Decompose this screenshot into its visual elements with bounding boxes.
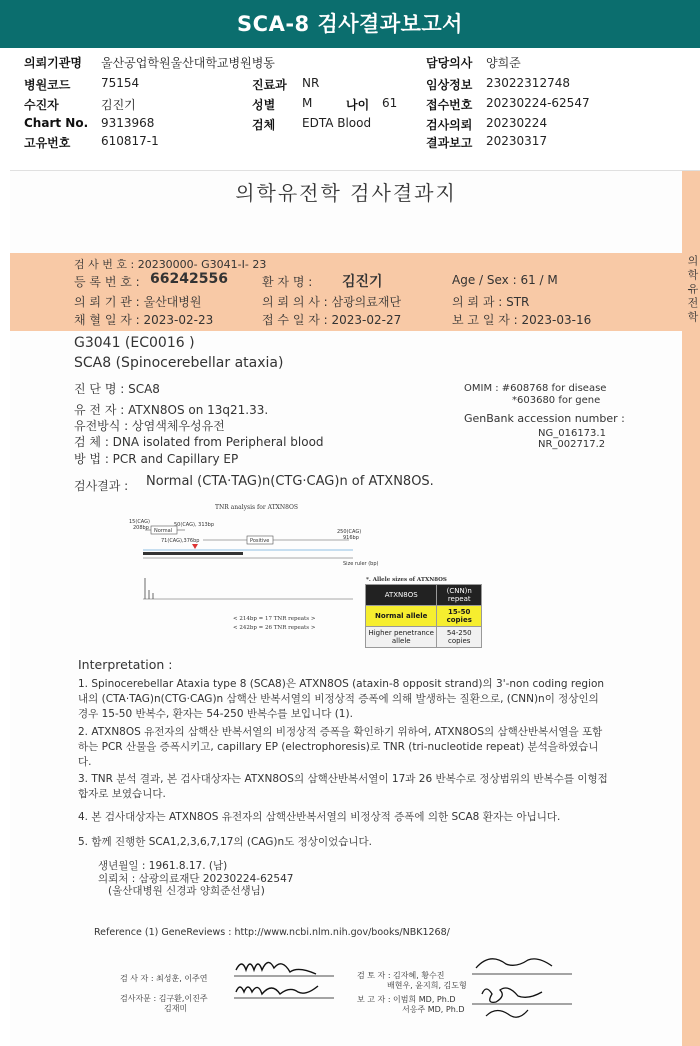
test-name: SCA8 (Spinocerebellar ataxia) (74, 355, 284, 371)
department-label: 진료과 (252, 78, 287, 92)
interpretation-item-4: 4. 본 검사대상자는 ATXN8OS 유전자의 삼핵산반복서열의 비정상적 증폭에 의한 SCA8 환자는 아닙니다. (78, 811, 561, 823)
unique-id-value: 610817-1 (101, 134, 159, 148)
doctor-value: 양희준 (486, 56, 521, 70)
receipt-no-value: 20230224-62547 (486, 96, 590, 110)
interpretation-item-5: 5. 함께 진행한 SCA1,2,3,6,7,17의 (CAG)n도 정상이었습니다. (78, 836, 372, 848)
age-value: 61 (382, 96, 398, 110)
label-positive: Positive (250, 538, 270, 544)
figure-title: TNR analysis for ATXN8OS (215, 504, 298, 511)
chart-no-label: Chart No. (24, 116, 89, 130)
reviewer-names: 검 토 자 : 김자혜, 황수진 (357, 971, 445, 980)
receipt-no-label: 접수번호 (426, 98, 473, 112)
header-row-2 (0, 76, 700, 95)
header-row-4 (0, 116, 700, 135)
label-15cag: 15(CAG) (129, 519, 150, 525)
reporter-names: 보 고 자 : 이범희 MD, Ph.D (357, 995, 456, 1004)
sex-label: 성별 (252, 98, 276, 112)
patient-name-value: 김진기 (342, 274, 383, 290)
result-label: 검사결과 : (74, 479, 129, 493)
specimen-label: 검체 (252, 118, 276, 132)
tester-signature (230, 948, 340, 1014)
institution-label: 의뢰기관명 (24, 56, 82, 70)
reviewer-names-2: 배현우, 윤지희, 김도형 (387, 981, 467, 990)
interpretation-item-3: 3. TNR 분석 결과, 본 검사대상자는 ATXN8OS의 삼핵산반복서열이 17과 26 반복수로 정상범위의 반복수를 이형접합자로 보였습니다. (78, 773, 608, 800)
sex-value: M (302, 96, 313, 110)
ruler-black-bar (143, 552, 243, 555)
requesting-institution: 의 뢰 기 관 : 울산대병원 (74, 295, 202, 309)
registration-value: 66242556 (150, 271, 228, 287)
age-label: 나이 (346, 98, 370, 112)
genbank-label: GenBank accession number : (464, 412, 625, 425)
hospital-code-value: 75154 (101, 76, 140, 90)
vertical-department-label: 의학유전학 (686, 255, 699, 325)
method: 방 법 : PCR and Capillary EP (74, 452, 239, 466)
reporter-names-2: 서응주 MD, Ph.D (402, 1005, 465, 1014)
reviewer-signature (468, 950, 578, 1032)
reference-text: Reference (1) GeneReviews : http://www.ncbi.nlm.nih.gov/books/NBK1268/ (94, 927, 450, 938)
genbank-ng: NG_016173.1 (538, 428, 606, 439)
peak-label-2: < 242bp = 26 TNR repeats > (233, 625, 316, 631)
interpretation-item-1: 1. Spinocerebellar Ataxia type 8 (SCA8)은 ATXN8OS (ataxin-8 opposit strand)의 3'-non coding region 내의 (CTA·TAG)n(CTG·CAG)n 삼핵산 반복서열의 비정상적 증폭에 의해 발생하는 질환으로, (CNN)n이 정상인의 경우 15-50 반복수, 환자는 54-250 반복수를 보입니다 (1). (78, 678, 605, 720)
receipt-date: 접 수 일 자 : 2023-02-27 (262, 313, 402, 327)
label-size-ruler: Size ruler (bp) (343, 561, 379, 567)
table-header-row (366, 585, 482, 606)
penetrance-allele-range: 54-250 copies (437, 627, 482, 648)
allele-size-title: *. Allele sizes of ATXN8OS (366, 577, 447, 583)
label-71cag: 71(CAG),376bp (161, 538, 200, 544)
label-250cag: 250(CAG) (337, 529, 362, 535)
table-header-gene: ATXN8OS (366, 585, 437, 606)
patient-name-label: 환 자 명 : (262, 275, 313, 289)
age-sex: Age / Sex : 61 / M (452, 273, 558, 287)
referring-institution: 의뢰처 : 삼광의료재단 20230224-62547 (98, 873, 294, 885)
request-date-value: 20230224 (486, 116, 548, 130)
table-header-repeat: (CNN)n repeat (437, 585, 482, 606)
inheritance: 유전방식 : 상염색체우성유전 (74, 419, 225, 433)
diagnosis: 진 단 명 : SCA8 (74, 382, 160, 396)
omim-gene: *603680 for gene (512, 395, 601, 406)
peak-label-1: < 214bp = 17 TNR repeats > (233, 616, 316, 622)
label-208bp: 208bp (133, 525, 149, 531)
document-title: 의학유전학 검사결과지 (235, 181, 457, 205)
report-date-label: 결과보고 (426, 136, 473, 150)
header-row-1 (0, 54, 700, 73)
label-normal: Normal (154, 528, 173, 534)
omim-disease: OMIM : #608768 for disease (464, 383, 607, 394)
report-title: SCA-8 검사결과보고서 (237, 12, 463, 36)
label-916bp: 916bp (343, 535, 359, 541)
table-row (366, 606, 482, 627)
patient-info-band (10, 253, 682, 331)
genbank-nr: NR_002717.2 (538, 439, 606, 450)
advisor-names-2: 김재미 (164, 1004, 188, 1013)
gene: 유 전 자 : ATXN8OS on 13q21.33. (74, 403, 269, 417)
normal-allele-label: Normal allele (366, 606, 437, 627)
allele-size-table (365, 584, 482, 648)
result-value: Normal (CTA·TAG)n(CTG·CAG)n of ATXN8OS. (146, 474, 434, 489)
specimen-value: EDTA Blood (302, 116, 372, 130)
clinical-info-label: 임상정보 (426, 78, 473, 92)
interpretation-title: Interpretation : (78, 657, 173, 672)
interpretation-item-2: 2. ATXN8OS 유전자의 삼핵산 반복서열의 비정상적 증폭을 확인하기 위하여, ATXN8OS의 삼핵산반복서열을 포함하는 PCR 산물을 증폭시키고, capillary EP (electrophoresis)로 TNR (tri-nucleotide repeat) 분석을하였습니다. (78, 726, 603, 768)
birth-date: 생년월일 : 1961.8.17. (남) (98, 860, 228, 872)
tester-names: 검 사 자 : 최성훈, 이주연 (120, 974, 208, 983)
requesting-doctor: 의 뢰 의 사 : 삼광의료재단 (262, 295, 402, 309)
patient-label: 수진자 (24, 98, 59, 112)
hospital-code-label: 병원코드 (24, 78, 71, 92)
test-code: G3041 (EC0016 ) (74, 335, 195, 351)
header-row-3 (0, 96, 700, 115)
department-value: NR (302, 76, 320, 90)
report-date-value: 20230317 (486, 134, 548, 148)
referring-doctor: (울산대병원 신경과 양희준선생님) (108, 885, 265, 897)
registration-label: 등 록 번 호 : (74, 275, 140, 289)
advisor-names: 검사자문 : 김구환,이진주 (120, 994, 208, 1003)
test-number: 검 사 번 호 : 20230000- G3041-I- 23 (74, 258, 267, 271)
sample-marker-icon (192, 544, 198, 549)
report-date: 보 고 일 자 : 2023-03-16 (452, 313, 592, 327)
penetrance-allele-label: Higher penetrance allele (366, 627, 437, 648)
unique-id-label: 고유번호 (24, 136, 71, 150)
normal-allele-range: 15-50 copies (437, 606, 482, 627)
requesting-department: 의 뢰 과 : STR (452, 295, 530, 309)
request-date-label: 검사의뢰 (426, 118, 473, 132)
table-row (366, 627, 482, 648)
collection-date: 채 혈 일 자 : 2023-02-23 (74, 313, 214, 327)
patient-value: 김진기 (101, 98, 136, 112)
header-row-5 (0, 134, 700, 153)
label-50cag: 50(CAG), 313bp (174, 522, 215, 528)
doctor-label: 담당의사 (426, 56, 473, 70)
report-title-bar (0, 0, 700, 48)
clinical-info-value: 23022312748 (486, 76, 570, 90)
specimen: 검 체 : DNA isolated from Peripheral blood (74, 435, 324, 449)
chart-no-value: 9313968 (101, 116, 155, 130)
institution-value: 울산공업학원울산대학교병원병동 (101, 56, 275, 70)
